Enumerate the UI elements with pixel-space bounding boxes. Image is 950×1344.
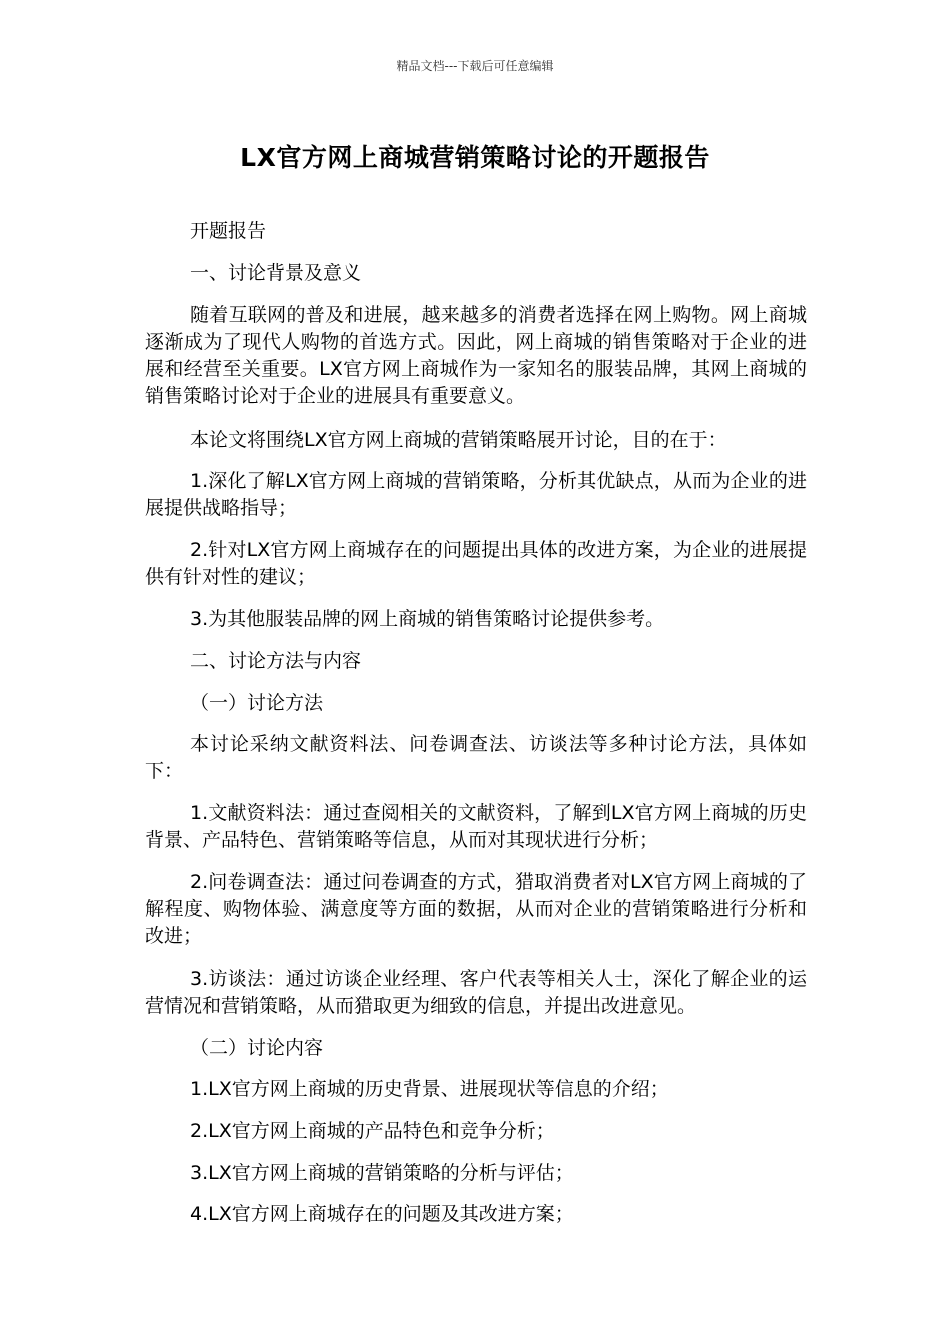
paragraph-purpose-1: 1.深化了解LX官方网上商城的营销策略，分析其优缺点，从而为企业的进展提供战略指导； [145, 470, 807, 519]
paragraph-purpose-intro: 本论文将围绕LX官方网上商城的营销策略展开讨论，目的在于： [190, 429, 727, 451]
subsection-heading-content: （二）讨论内容 [190, 1037, 324, 1059]
paragraph-purpose-3: 3.为其他服装品牌的网上商城的销售策略讨论提供参考。 [190, 608, 665, 630]
paragraph-method-1: 1.文献资料法：通过查阅相关的文献资料，了解到LX官方网上商城的历史背景、产品特色、营销策略等信息，从而对其现状进行分析； [145, 802, 807, 851]
paragraph-content-4: 4.LX官方网上商城存在的问题及其改进方案； [190, 1203, 574, 1225]
paragraph-background: 随着互联网的普及和进展，越来越多的消费者选择在网上购物。网上商城逐渐成为了现代人购物的首选方式。因此，网上商城的销售策略对于企业的进展和经营至关重要。LX官方网上商城作为一家知名的服装品牌，其网上商城的销售策略讨论对于企业的进展具有重要意义。 [145, 304, 807, 407]
paragraph-heading-report: 开题报告 [190, 220, 267, 242]
page-header: 精品文档---下载后可任意编辑 [396, 59, 554, 73]
document-title: LX官方网上商城营销策略讨论的开题报告 [240, 143, 710, 172]
paragraph-methods-intro: 本讨论采纳文献资料法、问卷调查法、访谈法等多种讨论方法，具体如下： [145, 733, 807, 782]
paragraph-content-3: 3.LX官方网上商城的营销策略的分析与评估； [190, 1162, 574, 1184]
section-heading-1: 一、讨论背景及意义 [190, 262, 362, 284]
paragraph-content-1: 1.LX官方网上商城的历史背景、进展现状等信息的介绍； [190, 1078, 669, 1100]
paragraph-content-2: 2.LX官方网上商城的产品特色和竞争分析； [190, 1120, 555, 1142]
paragraph-method-2: 2.问卷调查法：通过问卷调查的方式，猎取消费者对LX官方网上商城的了解程度、购物体验、满意度等方面的数据，从而对企业的营销策略进行分析和改进； [145, 871, 807, 947]
subsection-heading-methods: （一）讨论方法 [190, 692, 324, 714]
section-heading-2: 二、讨论方法与内容 [190, 650, 362, 672]
paragraph-purpose-2: 2.针对LX官方网上商城存在的问题提出具体的改进方案，为企业的进展提供有针对性的建议； [145, 539, 807, 588]
paragraph-method-3: 3.访谈法：通过访谈企业经理、客户代表等相关人士，深化了解企业的运营情况和营销策略，从而猎取更为细致的信息，并提出改进意见。 [145, 968, 807, 1017]
